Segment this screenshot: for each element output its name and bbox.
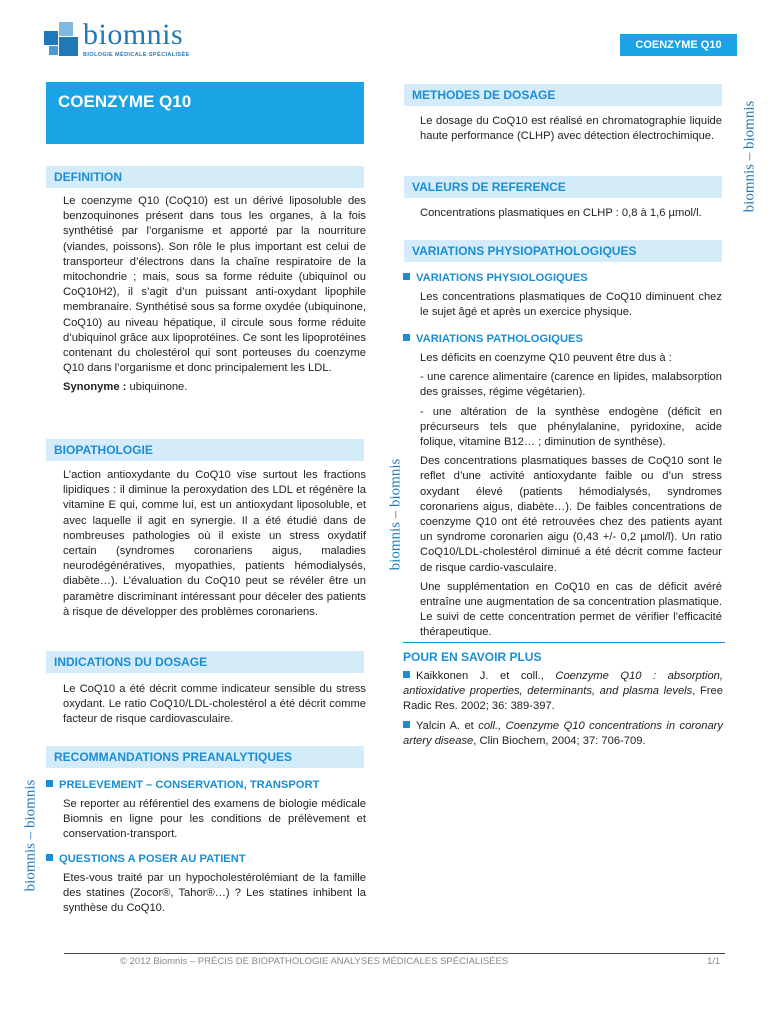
prelevement-subheading: PRELEVEMENT – CONSERVATION, TRANSPORT xyxy=(46,779,319,791)
side-mark-left: biomnis – biomnis xyxy=(22,779,39,892)
questions-body: Etes-vous traité par un hypocholestérolémiant de la famille des statines (Zocor®, Tahor®…) ? Les statines inhibent la synthèse du CoQ10. xyxy=(63,872,366,915)
methodes-body: Le dosage du CoQ10 est réalisé en chromatographie liquide haute performance (CLHP) avec détection électrochimique. xyxy=(420,115,722,143)
references-rule xyxy=(403,642,725,643)
recommandations-heading: RECOMMANDATIONS PREANALYTIQUES xyxy=(46,746,364,768)
document-tag: COENZYME Q10 xyxy=(620,34,737,56)
definition-body: Le coenzyme Q10 (CoQ10) est un dérivé liposoluble des benzoquinones présent dans tous les organes, à la fois synthétisé par l’organisme et apporté par la nourriture (viandes, poissons). Son rôle le plus important est celui de transporteur d’électrons dans la chaîne respiratoire de la mitochondrie ; mais, sous sa forme réduite (ubiquinol ou CoQ10H2), il s’agit d’un puissant anti-oxydant lipophile membranaire. Synthétisé sous sa forme oxydée (ubiquinone, CoQ10) au niveau hépatique, il circule sous forme réduite d’ubiquinol grâce aux lipoprotéines. Ce sont les lipoprotéines contenant du cholestérol qui sont porteuses du coenzyme Q10 dans l’organisme et donc principalement les LDL. xyxy=(63,195,366,375)
synonym-label: Synonyme : xyxy=(63,381,127,394)
variations-physio-body: Les concentrations plasmatiques de CoQ10 diminuent chez le sujet âgé et après un exercice physique. xyxy=(420,291,722,319)
variations-patho-subheading: VARIATIONS PATHOLOGIQUES xyxy=(403,333,583,345)
footer-text: © 2012 Biomnis – PRÉCIS DE BIOPATHOLOGIE ANALYSES MÉDICALES SPÉCIALISÉES xyxy=(120,956,509,967)
valeurs-heading: VALEURS DE REFERENCE xyxy=(404,176,722,198)
reference-2: Yalcin A. et coll., Coenzyme Q10 concentrations in coronary artery disease, Clin Biochem, 2004; 37: 706-709. xyxy=(403,719,724,747)
valeurs-body: Concentrations plasmatiques en CLHP : 0,8 à 1,6 µmol/l. xyxy=(420,207,702,219)
variations-item-1: - une carence alimentaire (carence en lipides, malabsorption des graisses, régime végétarien). xyxy=(420,371,722,399)
variations-patho-section xyxy=(420,351,722,645)
side-mark-middle: biomnis – biomnis xyxy=(387,458,404,571)
variations-heading: VARIATIONS PHYSIOPATHOLOGIQUES xyxy=(404,240,722,262)
bullet-square-icon xyxy=(403,671,410,678)
definition-heading: DEFINITION xyxy=(46,166,364,188)
title-box xyxy=(46,82,364,144)
page-title: COENZYME Q10 xyxy=(58,92,192,111)
variations-para-1: Des concentrations plasmatiques basses de CoQ10 sont le reflet d’une activité antioxydante faible ou d’un stress oxydant élevé (patients hémodialysés, syndromes coronariens aigus, diabète…). De faibles concentrations de coenzyme Q10 ont été retrouvées chez des patients ayant un syndrome coronarien aigu (0,43 +/- 0,2 µmol/l). Un ratio CoQ10/LDL-cholestérol diminué a été décrit comme facteur de risque cardio-vasculaire. xyxy=(420,455,722,574)
variations-physio-subheading: VARIATIONS PHYSIOLOGIQUES xyxy=(403,272,588,284)
bullet-square-icon xyxy=(403,273,410,280)
references-heading: POUR EN SAVOIR PLUS xyxy=(403,650,542,664)
definition-section xyxy=(63,194,366,396)
questions-subheading: QUESTIONS A POSER AU PATIENT xyxy=(46,853,246,865)
indications-heading: INDICATIONS DU DOSAGE xyxy=(46,651,364,673)
biopathologie-heading: BIOPATHOLOGIE xyxy=(46,439,364,461)
indications-body: Le CoQ10 a été décrit comme indicateur sensible du stress oxydant. Le ratio CoQ10/LDL-cholestérol a été décrit comme facteur de risque cardiovasculaire. xyxy=(63,683,366,726)
variations-item-2: - une altération de la synthèse endogène (déficit en précurseurs tels que phénylalanine, pyridoxine, acide folique, vitamine B12… ; diminution de synthèse). xyxy=(420,405,722,449)
synonym-value: ubiquinone. xyxy=(126,381,188,394)
bullet-square-icon xyxy=(46,780,53,787)
biopathologie-body: L’action antioxydante du CoQ10 vise surtout les fractions lipidiques : il diminue la peroxydation des LDL et régénère la vitamine E qui, comme lui, est un antioxydant liposoluble, et avec laquelle il agit en synergie. Il a été étudié dans de nombreuses pathologies où il existe un stress oxydatif certain (syndromes coronariens aigus, maladies neurodégénératives, myopathies, patients hémodialysés, diabète…). L’évaluation du CoQ10 peut se révéler être un paramètre discriminant intéressant pour déceler des patients à risque de développer des problèmes coronariens. xyxy=(63,469,366,618)
bullet-square-icon xyxy=(46,854,53,861)
brand-tagline: BIOLOGIE MÉDICALE SPÉCIALISÉE xyxy=(83,52,190,58)
variations-intro: Les déficits en coenzyme Q10 peuvent être dus à : xyxy=(420,352,672,364)
biomnis-logo-icon xyxy=(44,22,78,56)
prelevement-body: Se reporter au référentiel des examens de biologie médicale Biomnis en ligne pour les conditions de prélèvement et conservation-transport. xyxy=(63,798,366,841)
brand-name: biomnis xyxy=(83,18,184,51)
reference-1: Kaikkonen J. et coll., Coenzyme Q10 : absorption, antioxidative properties, determinants, and plasma levels, Free Radic Res. 2002; 36: 389-397. xyxy=(403,670,724,713)
footer-rule xyxy=(64,953,725,954)
page-number: 1/1 xyxy=(707,956,721,967)
variations-para-2: Une supplémentation en CoQ10 en cas de déficit avéré entraîne une augmentation de sa concentration plasmatique. Le suivi de cette concentration permet de vérifier l’efficacité thérapeutique. xyxy=(420,580,722,639)
side-mark-right: biomnis – biomnis xyxy=(741,100,758,213)
bullet-square-icon xyxy=(403,721,410,728)
references-list xyxy=(403,669,723,753)
bullet-square-icon xyxy=(403,334,410,341)
methodes-heading: METHODES DE DOSAGE xyxy=(404,84,722,106)
